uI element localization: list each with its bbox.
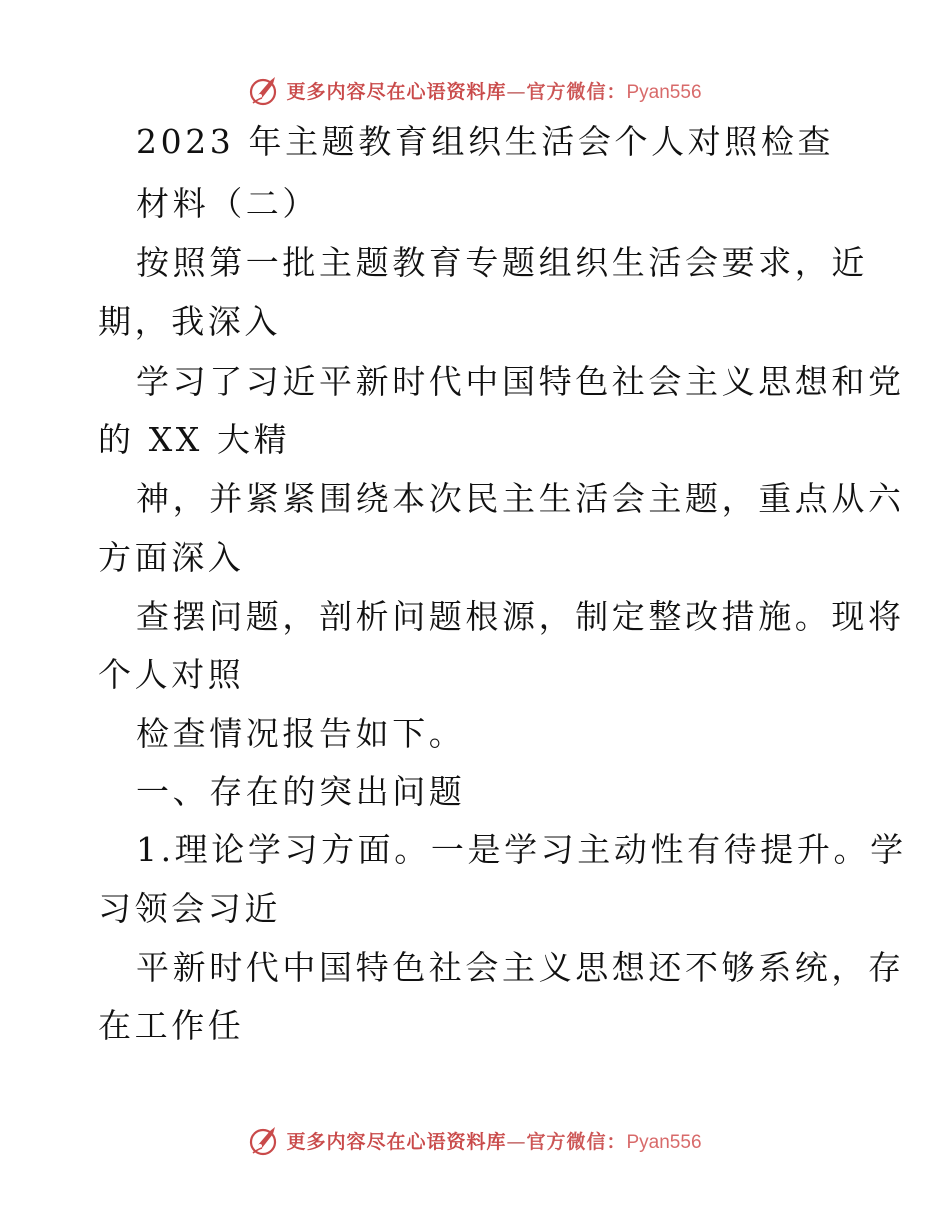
banner-title: 更多内容尽在心语资料库 xyxy=(286,1130,507,1153)
paragraph-line: 按照第一批主题教育专题组织生活会要求，近 xyxy=(136,243,868,282)
header-banner xyxy=(0,70,950,110)
pen-nib-logo-icon xyxy=(248,73,282,107)
paragraph-line: 的 XX 大精 xyxy=(98,420,291,459)
paragraph-line: 学习了习近平新时代中国特色社会主义思想和党 xyxy=(136,362,905,401)
paragraph-line: 个人对照 xyxy=(98,655,245,694)
doc-title-line-1: 2023 年主题教育组织生活会个人对照检查 xyxy=(136,122,835,161)
banner-account: Pyan556 xyxy=(626,81,702,103)
banner-separator: — xyxy=(506,1130,527,1153)
banner-separator: — xyxy=(506,80,527,103)
banner-title: 更多内容尽在心语资料库 xyxy=(286,80,507,103)
paragraph-line: 方面深入 xyxy=(98,538,245,577)
section-heading: 一、存在的突出问题 xyxy=(136,772,466,811)
banner-wechat-label: 官方微信： xyxy=(526,1130,627,1153)
banner-wechat-label: 官方微信： xyxy=(526,80,627,103)
paragraph-line: 期，我深入 xyxy=(98,302,281,341)
paragraph-line: 检查情况报告如下。 xyxy=(136,714,466,753)
banner-text xyxy=(286,1127,701,1154)
banner-account: Pyan556 xyxy=(626,1131,702,1153)
paragraph-line: 平新时代中国特色社会主义思想还不够系统，存 xyxy=(136,948,905,987)
footer-banner xyxy=(0,1120,950,1160)
paragraph-line: 神，并紧紧围绕本次民主生活会主题，重点从六 xyxy=(136,479,905,518)
paragraph-line: 查摆问题，剖析问题根源，制定整改措施。现将 xyxy=(136,597,905,636)
doc-title-line-2: 材料（二） xyxy=(136,184,319,223)
paragraph-line: 1.理论学习方面。一是学习主动性有待提升。学 xyxy=(136,830,907,869)
paragraph-line: 在工作任 xyxy=(98,1006,245,1045)
pen-nib-logo-icon xyxy=(248,1123,282,1157)
paragraph-line: 习领会习近 xyxy=(98,889,281,928)
banner-text xyxy=(286,77,701,104)
